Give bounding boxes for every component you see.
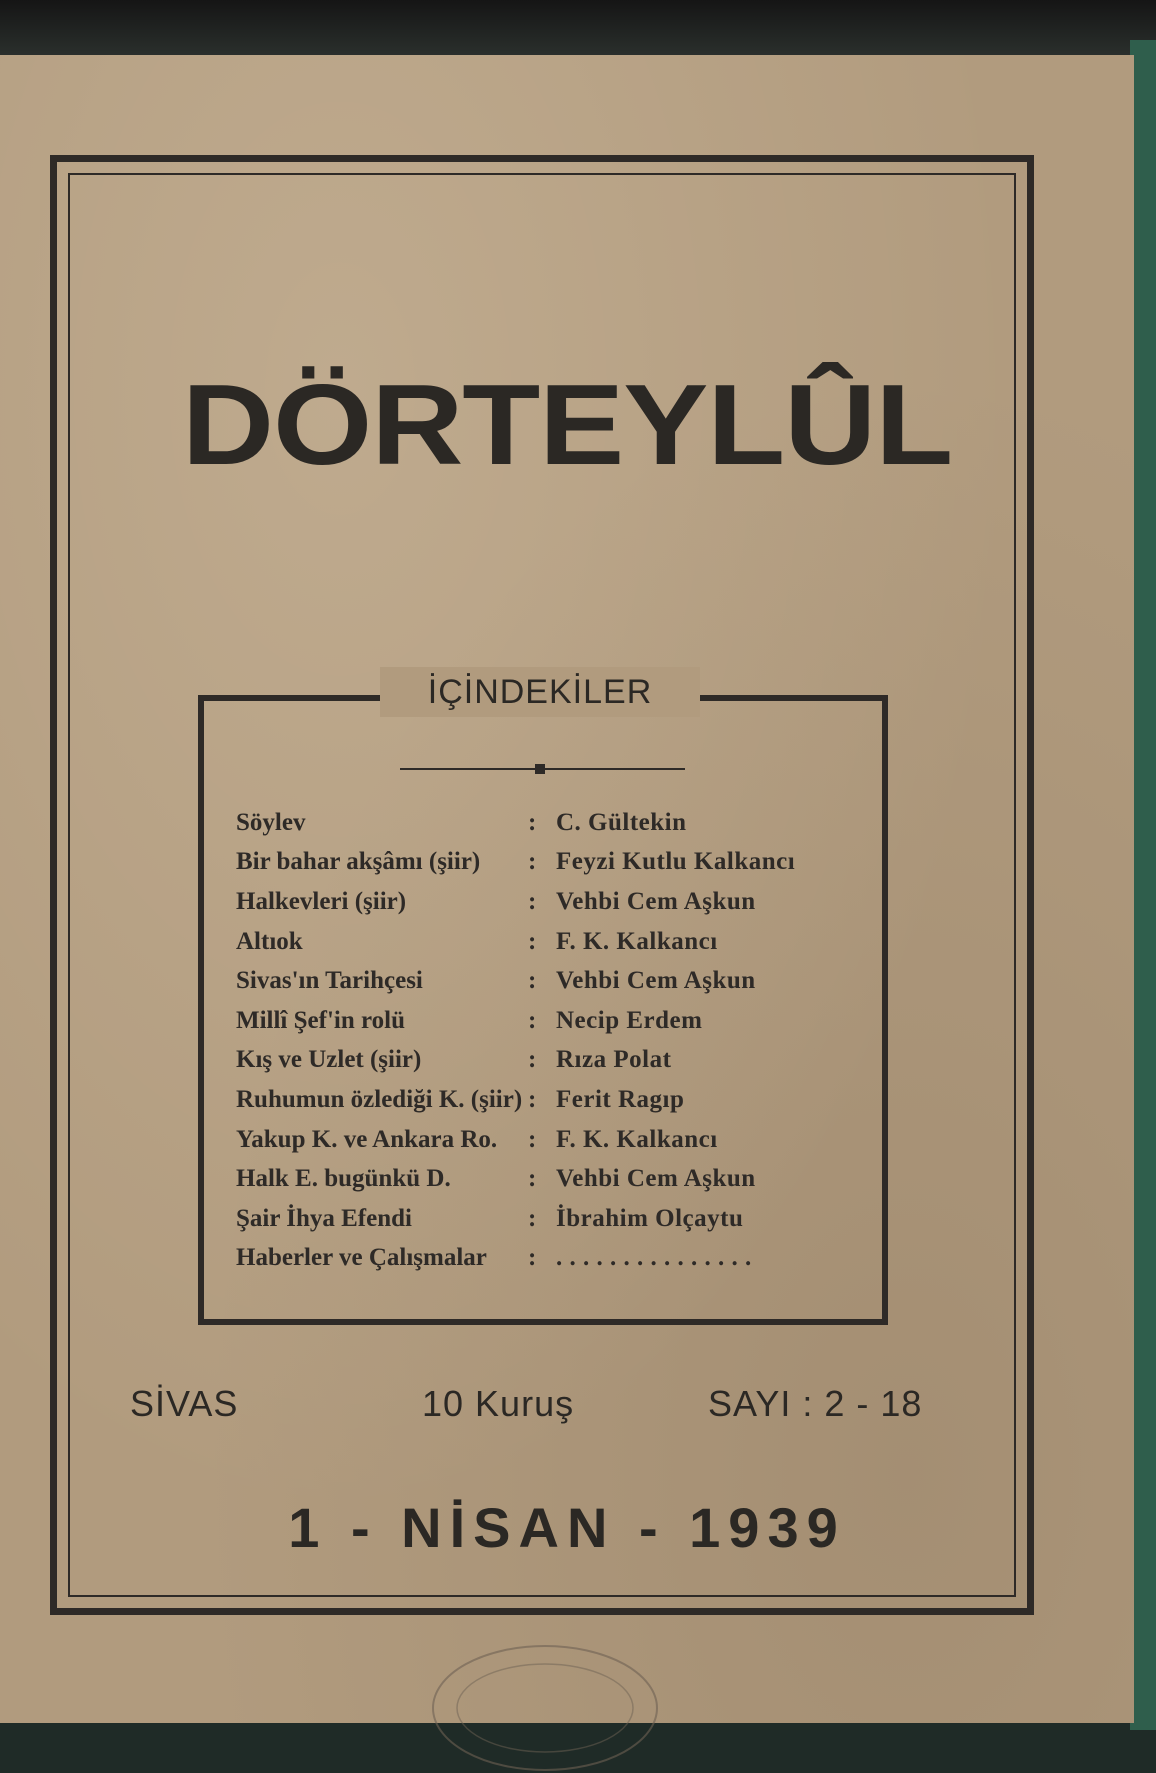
toc-separator: :	[528, 1006, 537, 1034]
toc-author: F. K. Kalkancı	[556, 927, 718, 955]
toc-separator: :	[528, 1204, 537, 1232]
toc-title: Kış ve Uzlet (şiir)	[236, 1046, 422, 1074]
toc-separator: :	[528, 1165, 537, 1193]
contents-heading: İÇİNDEKİLER	[380, 667, 700, 717]
toc-title: Haberler ve Çalışmalar	[236, 1244, 487, 1272]
toc-author: Necip Erdem	[556, 1006, 703, 1034]
toc-separator: :	[528, 1125, 537, 1153]
toc-separator: :	[528, 1046, 537, 1074]
masthead-title: DÖRTEYLÛL	[181, 362, 953, 489]
toc-author: C. Gültekin	[556, 808, 687, 836]
toc-title: Halk E. bugünkü D.	[236, 1165, 451, 1193]
issue-date: 1 - NİSAN - 1939	[288, 1496, 846, 1559]
toc-title: Söylev	[236, 808, 306, 836]
toc-title: Halkevleri (şiir)	[236, 887, 407, 915]
toc-row	[236, 1239, 876, 1279]
toc-row	[236, 922, 876, 962]
issue-label: SAYI : 2 - 18	[708, 1383, 923, 1424]
toc-row	[236, 1001, 876, 1041]
toc-author: Rıza Polat	[556, 1046, 672, 1074]
toc-title: Sivas'ın Tarihçesi	[236, 967, 423, 995]
toc-row	[236, 803, 876, 843]
toc-title: Millî Şef'in rolü	[236, 1006, 405, 1034]
toc-author: Feyzi Kutlu Kalkancı	[556, 848, 796, 876]
toc-title: Yakup K. ve Ankara Ro.	[236, 1125, 498, 1153]
toc-author: Vehbi Cem Aşkun	[556, 887, 756, 915]
toc-author: Vehbi Cem Aşkun	[556, 967, 756, 995]
toc-title: Altıok	[236, 927, 303, 955]
toc-separator: :	[528, 967, 537, 995]
toc-separator: :	[528, 1244, 537, 1272]
toc-row	[236, 882, 876, 922]
toc-row	[236, 1080, 876, 1120]
toc-title: Bir bahar akşâmı (şiir)	[236, 848, 481, 876]
toc-separator: :	[528, 848, 537, 876]
toc-author: Vehbi Cem Aşkun	[556, 1165, 756, 1193]
ornament-dot	[535, 764, 545, 774]
city-label: SİVAS	[130, 1383, 239, 1424]
toc-title: Ruhumun özlediği K. (şiir)	[236, 1085, 523, 1113]
toc-separator: :	[528, 927, 537, 955]
magazine-cover	[0, 55, 1134, 1723]
contents-list	[236, 803, 876, 1278]
library-stamp-icon	[430, 1643, 660, 1773]
toc-row	[236, 1120, 876, 1160]
toc-row	[236, 843, 876, 883]
scan-top-edge	[0, 0, 1156, 55]
toc-author: . . . . . . . . . . . . . . .	[556, 1244, 752, 1272]
toc-title: Şair İhya Efendi	[236, 1204, 412, 1232]
toc-row	[236, 1199, 876, 1239]
toc-separator: :	[528, 1085, 537, 1113]
toc-author: İbrahim Olçaytu	[556, 1204, 744, 1232]
toc-row	[236, 1041, 876, 1081]
toc-row	[236, 1159, 876, 1199]
toc-author: F. K. Kalkancı	[556, 1125, 718, 1153]
toc-author: Ferit Ragıp	[556, 1085, 685, 1113]
price-label: 10 Kuruş	[422, 1383, 575, 1424]
toc-row	[236, 961, 876, 1001]
toc-separator: :	[528, 808, 537, 836]
toc-separator: :	[528, 887, 537, 915]
